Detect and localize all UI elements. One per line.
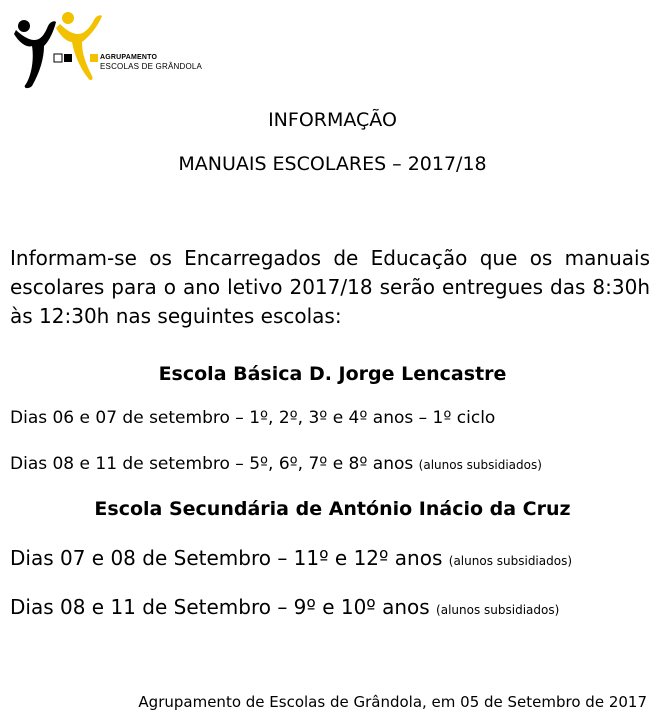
logo-text-line1: AGRUPAMENTO	[100, 54, 158, 61]
school-1-line-2	[10, 454, 542, 474]
school-1-line-1	[10, 408, 495, 428]
school-logo-icon	[10, 10, 210, 90]
page-title: INFORMAÇÃO	[268, 109, 397, 131]
school-2-line-2-note: (alunos subsidiados)	[436, 603, 560, 617]
school-logo	[10, 10, 210, 90]
school-2-line-1-text: Dias 07 e 08 de Setembro – 11º e 12º anos	[10, 546, 443, 570]
school-2-line-1-note: (alunos subsidiados)	[448, 554, 573, 568]
school-1-line-2-text: Dias 08 e 11 de setembro – 5º, 6º, 7º e 8º anos	[10, 454, 414, 474]
school-2-name: Escola Secundária de António Inácio da Cruz	[94, 498, 571, 520]
intro-paragraph: Informam-se os Encarregados de Educação que os manuais escolares para o ano letivo 2017/18 serão entregues das 8:30h às 12:30h nas seguintes escolas:	[10, 246, 650, 328]
school-2-line-1	[10, 546, 572, 570]
school-1-name: Escola Básica D. Jorge Lencastre	[158, 363, 507, 385]
school-2-line-2	[10, 595, 559, 619]
logo-text-line2: ESCOLAS DE GRÂNDOLA	[100, 62, 203, 71]
school-2-line-2-text: Dias 08 e 11 de Setembro – 9º e 10º anos	[10, 595, 430, 619]
page-subtitle: MANUAIS ESCOLARES – 2017/18	[178, 153, 487, 175]
school-1-line-1-text: Dias 06 e 07 de setembro – 1º, 2º, 3º e 4º anos – 1º ciclo	[10, 408, 496, 428]
school-1-line-2-note: (alunos subsidiados)	[418, 458, 542, 472]
footer-signature: Agrupamento de Escolas de Grândola, em 05 de Setembro de 2017	[138, 693, 647, 711]
